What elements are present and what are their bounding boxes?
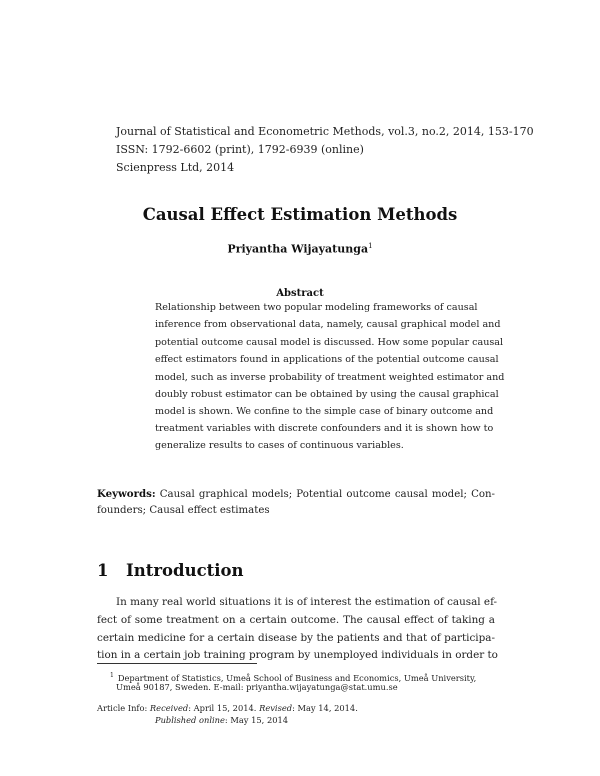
- keywords-continuation: founders; Causal effect estimates: [97, 505, 270, 516]
- abstract-line: doubly robust estimator can be obtained by using the causal graphical: [155, 389, 499, 400]
- keywords-label: Keywords:: [97, 488, 156, 500]
- abstract-line: model is shown. We confine to the simple case of binary outcome and: [155, 406, 494, 417]
- paper-title: Causal Effect Estimation Methods: [142, 205, 458, 224]
- abstract-line: potential outcome causal model is discussed. How some popular causal: [155, 337, 504, 348]
- journal-publisher: Scienpress Ltd, 2014: [116, 161, 235, 174]
- abstract-line: treatment variables with discrete confounders and it is shown how to: [155, 423, 494, 434]
- keywords: [97, 487, 495, 502]
- abstract-line: generalize results to cases of continuous variables.: [155, 440, 404, 451]
- published-label: Published online: [155, 715, 225, 725]
- body-line: certain medicine for a certain disease by the patients and that of participa-: [97, 632, 495, 644]
- footnote-text: Department of Statistics, Umeå School of Business and Economics, Umeå University,: [117, 672, 477, 683]
- received-date: : April 15, 2014.: [188, 703, 257, 713]
- revised-date: : May 14, 2014.: [292, 703, 358, 713]
- article-info-label: Article Info:: [97, 703, 148, 713]
- author-name: [0, 242, 600, 256]
- revised-label: Revised: [259, 703, 293, 713]
- article-info: [97, 703, 358, 714]
- body-line: tion in a certain job training program by unemployed individuals in order to: [97, 649, 498, 661]
- abstract-line: model, such as inverse probability of treatment weighted estimator and: [155, 372, 505, 383]
- published-date: : May 15, 2014: [224, 715, 289, 725]
- body-line: fect of some treatment on a certain outcome. The causal effect of taking a: [97, 614, 495, 626]
- abstract-heading: Abstract: [276, 288, 324, 299]
- author-name-text: Priyantha Wijayatunga: [227, 242, 369, 256]
- footnote-rule: [97, 663, 257, 664]
- journal-issn: ISSN: 1792-6602 (print), 1792-6939 (online): [116, 143, 364, 156]
- abstract-line: effect estimators found in applications of the potential outcome causal: [155, 354, 499, 365]
- body-line: In many real world situations it is of interest the estimation of causal ef-: [116, 596, 498, 608]
- journal-citation: Journal of Statistical and Econometric Methods, vol.3, no.2, 2014, 153-170: [116, 125, 534, 138]
- received-label: Received: [149, 703, 189, 713]
- author-footnote-mark: 1: [368, 242, 373, 250]
- footnote-line: Umeå 90187, Sweden. E-mail: priyantha.wijayatunga@stat.umu.se: [116, 682, 398, 692]
- abstract-line: inference from observational data, namely, causal graphical model and: [155, 319, 501, 330]
- published-info: [155, 715, 288, 726]
- section-number: 1: [97, 561, 109, 580]
- footnote-mark: 1: [110, 672, 114, 679]
- keywords-text: Causal graphical models; Potential outcome causal model; Con-: [159, 489, 495, 500]
- abstract-line: Relationship between two popular modeling frameworks of causal: [155, 302, 478, 313]
- section-title: Introduction: [126, 561, 244, 580]
